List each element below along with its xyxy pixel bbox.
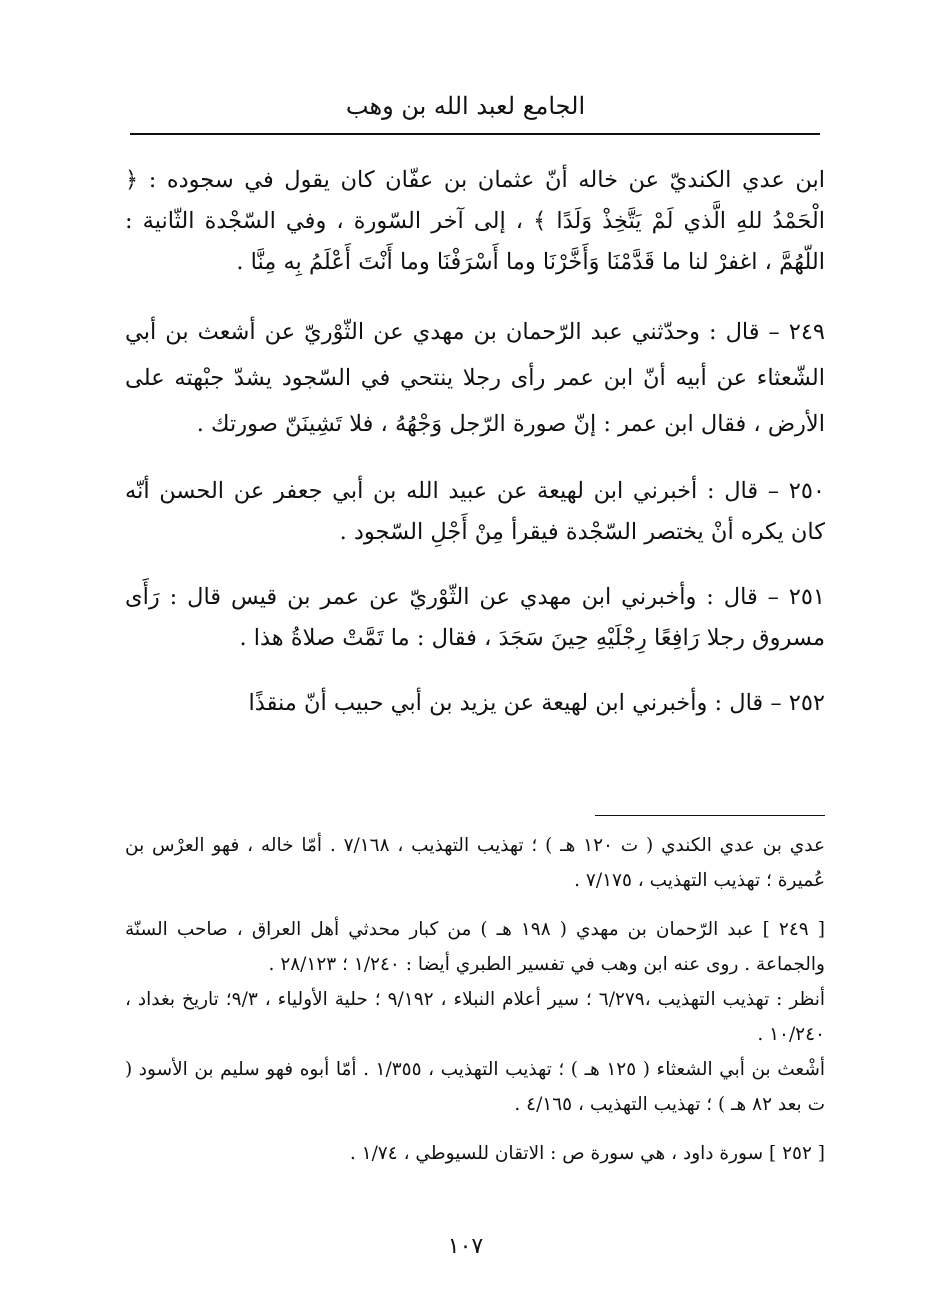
footnote-ashath: أشْعث بن أبي الشعثاء ( ١٢٥ هـ ) ؛ تهذيب التهذيب ، ١/٣٥٥ . أمّا أبوه فهو سليم بن الأسود ( ت بعد ٨٢ هـ ) ؛ تهذيب التهذيب ، ٤/١٦٥ . (125, 1059, 825, 1115)
paragraph-250: ٢٥٠ – قال : أخبرني ابن لهيعة عن عبيد الله بن أبي جعفر عن الحسن أنّه كان يكره أنْ يختصر السّجْدة فيقرأ مِنْ أَجْلِ السّجود . (125, 478, 825, 545)
page-number: ١٠٧ (447, 1234, 484, 1259)
paragraph-251: ٢٥١ – قال : وأخبرني ابن مهدي عن الثّوْريّ عن عمر بن قيس قال : رَأَى مسروق رجلا رَافِعًا رِجْلَيْهِ حِينَ سَجَدَ ، فقال : ما تَمَّتْ صلاةُ هذا . (125, 584, 825, 651)
running-header: الجامع لعبد الله بن وهب (345, 92, 586, 120)
main-text (125, 160, 825, 724)
paragraph-continuation: ابن عدي الكنديّ عن خاله أنّ عثمان بن عفّان كان يقول في سجوده : ﴿ الْحَمْدُ للهِ الَّذي لَمْ يَتَّخِذْ وَلَدًا ﴾ ، إلى آخر السّورة ، وفي السّجْدة الثّانية : اللّهُمَّ ، اغفرْ لنا ما قَدَّمْنَا وَأَخَّرْنَا وما أَسْرَفْنَا وما أَنْتَ أَعْلَمُ بِه مِنَّا . (125, 167, 825, 275)
footnote-adi: عدي بن عدي الكندي ( ت ١٢٠ هـ ) ؛ تهذيب التهذيب ، ٧/١٦٨ . أمّا خاله ، فهو العرْس بن عُميرة ؛ تهذيب التهذيب ، ٧/١٧٥ . (125, 835, 826, 891)
footnotes (125, 828, 825, 1171)
paragraph-252: ٢٥٢ – قال : وأخبرني ابن لهيعة عن يزيد بن أبي حبيب أنّ منقذًا (248, 690, 825, 716)
paragraph-249: ٢٤٩ – قال : وحدّثني عبد الرّحمان بن مهدي عن الثّوْريّ عن أشعث بن أبي الشّعثاء عن أبيه أنّ ابن عمر رأى رجلا ينتحي في السّجود يشدّ جبْهته على الأرض ، فقال ابن عمر : إنّ صورة الرّجل وَجْهُهُ ، فلا تَشِينَنّ صورتك . (125, 319, 825, 437)
footnote-rule (595, 815, 825, 816)
footnote-249: [ ٢٤٩ ] عبد الرّحمان بن مهدي ( ١٩٨ هـ ) من كبار محدثي أهل العراق ، صاحب السنّة والجماعة . روى عنه ابن وهب في تفسير الطبري أيضا : ١/٢٤٠ ؛ ٢٨/١٢٣ . (125, 919, 825, 975)
footnote-249-refs: أنظر : تهذيب التهذيب ،٦/٢٧٩ ؛ سير أعلام النبلاء ، ٩/١٩٢ ؛ حلية الأولياء ، ٩/٣؛ تاريخ بغداد ، ١٠/٢٤٠ . (125, 989, 826, 1045)
footnote-252: [ ٢٥٢ ] سورة داود ، هي سورة ص : الاتقان للسيوطي ، ١/٧٤ . (349, 1143, 825, 1164)
header-rule (130, 133, 820, 135)
